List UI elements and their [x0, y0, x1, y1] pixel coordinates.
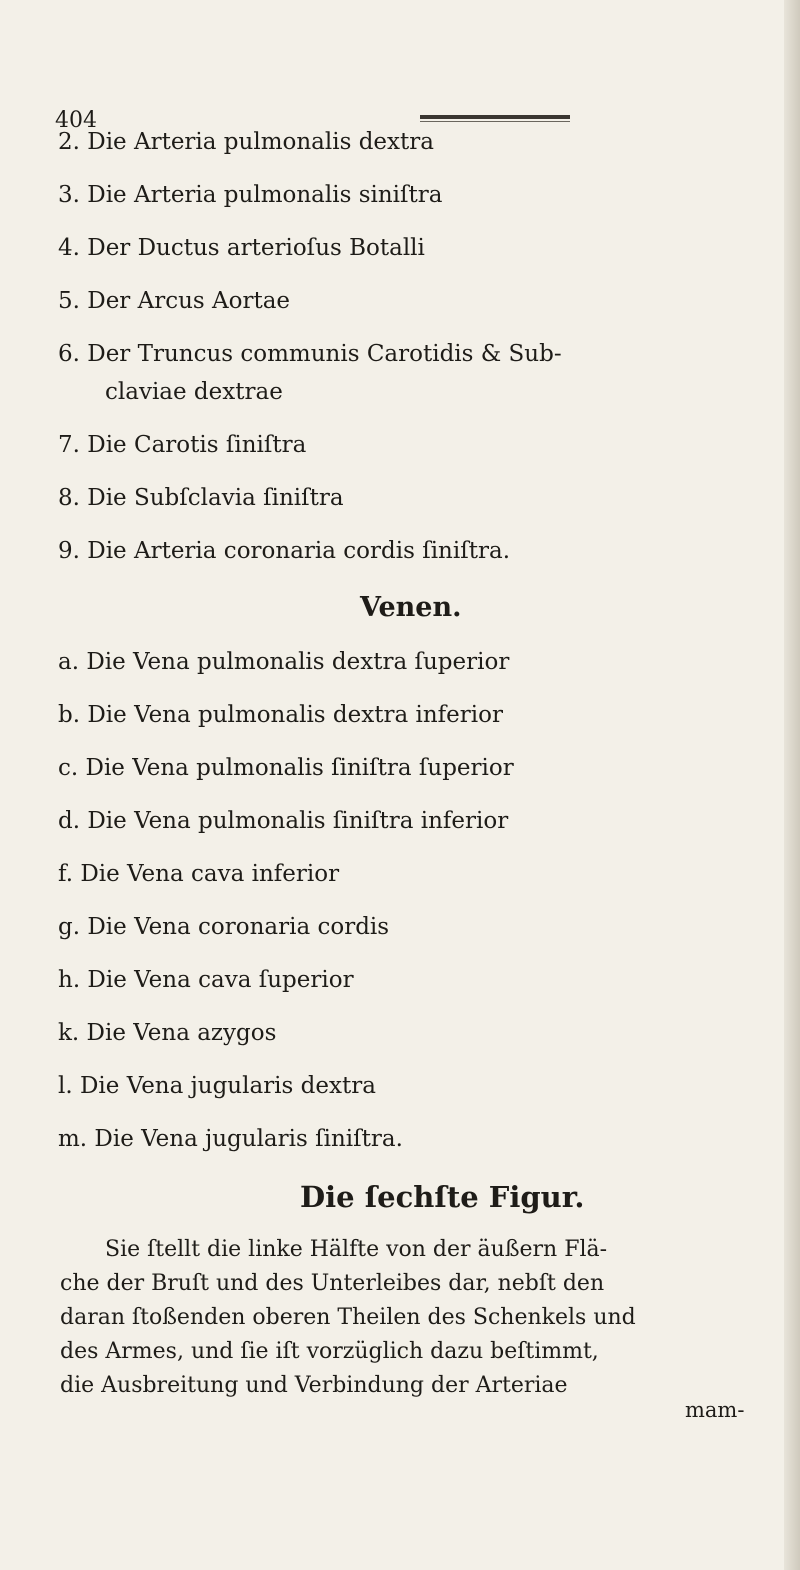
vein-item: a. Die Vena pulmonalis dextra ſuperior — [58, 649, 510, 675]
catchword: mam- — [685, 1398, 745, 1422]
vein-item: d. Die Vena pulmonalis ſiniſtra inferior — [58, 808, 509, 834]
page-edge — [784, 0, 800, 1570]
vein-item: l. Die Vena jugularis dextra — [58, 1073, 376, 1099]
vein-item: h. Die Vena cava ſuperior — [58, 967, 354, 993]
header-rule — [420, 115, 570, 119]
artery-item: 5. Der Arcus Aortae — [58, 288, 291, 314]
artery-item-continuation: claviae dextrae — [105, 379, 283, 405]
page-number: 404 — [55, 108, 97, 133]
veins-heading: Venen. — [360, 592, 462, 623]
artery-item: 6. Der Truncus communis Carotidis & Sub- — [58, 341, 562, 367]
artery-item: 7. Die Carotis ſiniſtra — [58, 432, 307, 458]
artery-item: 2. Die Arteria pulmonalis dextra — [58, 129, 434, 155]
artery-item: 9. Die Arteria coronaria cordis ſiniſtra. — [58, 538, 511, 564]
figure-heading: Die ſechſte Figur. — [300, 1180, 585, 1214]
paragraph-line: daran ſtoßenden oberen Theilen des Schenkels und — [60, 1305, 636, 1330]
paragraph-line: Sie ſtellt die linke Hälfte von der äußern Flä- — [105, 1237, 608, 1262]
paragraph-line: che der Bruſt und des Unterleibes dar, nebſt den — [60, 1271, 605, 1296]
vein-item: c. Die Vena pulmonalis ſiniſtra ſuperior — [58, 755, 514, 781]
vein-item: m. Die Vena jugularis ſiniſtra. — [58, 1126, 403, 1152]
vein-item: k. Die Vena azygos — [58, 1020, 277, 1046]
vein-item: b. Die Vena pulmonalis dextra inferior — [58, 702, 503, 728]
header-rule-thin — [420, 121, 570, 122]
artery-item: 4. Der Ductus arterioſus Botalli — [58, 235, 425, 261]
vein-item: f. Die Vena cava inferior — [58, 861, 340, 887]
paragraph-line: die Ausbreitung und Verbindung der Arteriae — [60, 1373, 568, 1398]
artery-item: 8. Die Subſclavia ſiniſtra — [58, 485, 344, 511]
artery-item: 3. Die Arteria pulmonalis siniſtra — [58, 182, 443, 208]
paragraph-line: des Armes, und ſie iſt vorzüglich dazu beſtimmt, — [60, 1339, 599, 1364]
vein-item: g. Die Vena coronaria cordis — [58, 914, 390, 940]
figure-description — [60, 1233, 710, 1403]
